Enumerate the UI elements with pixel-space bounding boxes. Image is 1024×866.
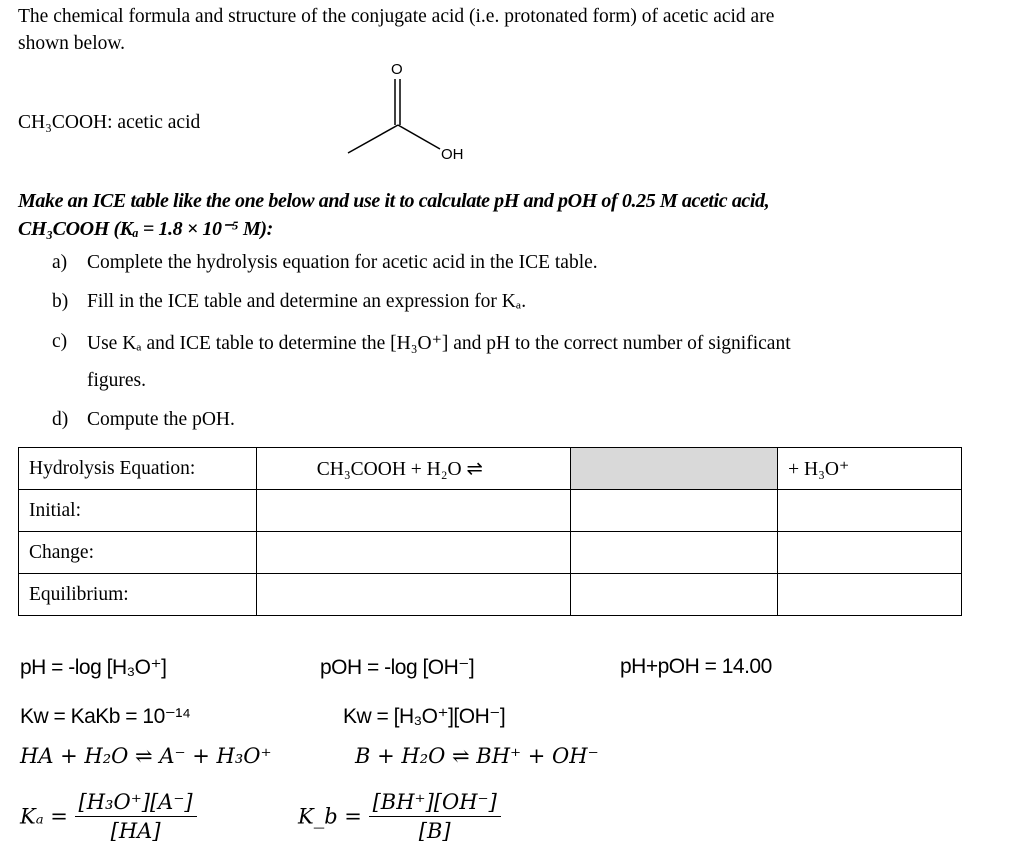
equation-product-h3o: + H₃O⁺ <box>778 448 962 490</box>
item-marker-b: b) <box>52 291 69 312</box>
row-label: Equilibrium: <box>19 574 257 616</box>
kw-ion-product: Kw = [H₃O⁺][OH⁻] <box>343 705 506 728</box>
table-cell[interactable] <box>778 574 962 616</box>
row-label: Initial: <box>19 490 257 532</box>
kb-lhs: K_b = <box>298 804 362 829</box>
intro-line-1: The chemical formula and structure of the conjugate acid (i.e. protonated form) of acetic acid are <box>18 6 775 27</box>
table-row-initial <box>19 490 962 532</box>
structure-oh: OH <box>441 146 464 163</box>
table-cell[interactable] <box>256 490 570 532</box>
kb-expression <box>298 790 501 843</box>
item-marker-a: a) <box>52 252 68 273</box>
table-row-change <box>19 532 962 574</box>
item-text-a: Complete the hydrolysis equation for acetic acid in the ICE table. <box>87 252 598 273</box>
ph-poh-sum: pH+pOH = 14.00 <box>620 655 772 678</box>
kw-ka-kb: Kw = KaKb = 10⁻¹⁴ <box>20 705 191 728</box>
acid-equilibrium: HA + H₂O ⇌ A⁻ + H₃O⁺ <box>20 744 272 768</box>
ice-table <box>18 447 962 616</box>
item-text-d: Compute the pOH. <box>87 409 235 430</box>
item-text-c-cont: figures. <box>87 370 147 391</box>
acetic-acid-structure <box>340 55 480 167</box>
row-label: Hydrolysis Equation: <box>19 448 257 490</box>
formula-label: CH₃COOH: acetic acid <box>18 112 201 133</box>
table-cell[interactable] <box>256 532 570 574</box>
ka-expression <box>20 790 197 843</box>
ka-lhs: Kₐ = <box>20 804 68 829</box>
ka-numerator: [H₃O⁺][A⁻] <box>75 790 197 817</box>
table-cell[interactable] <box>570 574 778 616</box>
structure-o: O <box>391 61 403 78</box>
kb-denominator: [B] <box>418 819 451 843</box>
kb-numerator: [BH⁺][OH⁻] <box>369 790 501 817</box>
base-equilibrium: B + H₂O ⇌ BH⁺ + OH⁻ <box>355 744 599 768</box>
table-cell[interactable] <box>256 574 570 616</box>
task-line-2: CH₃COOH (Kₐ = 1.8 × 10⁻⁵ M): <box>18 218 273 240</box>
item-marker-c: c) <box>52 331 68 352</box>
row-label: Change: <box>19 532 257 574</box>
equation-blank-product-cell[interactable] <box>570 448 778 490</box>
table-row-equation <box>19 448 962 490</box>
item-marker-d: d) <box>52 409 69 430</box>
equation-reactants: CH₃COOH + H₂O ⇌ <box>256 448 570 490</box>
table-cell[interactable] <box>778 532 962 574</box>
table-cell[interactable] <box>778 490 962 532</box>
table-cell[interactable] <box>570 490 778 532</box>
ka-denominator: [HA] <box>110 819 161 843</box>
task-line-1: Make an ICE table like the one below and use it to calculate pH and pOH of 0.25 M acetic acid, <box>18 190 770 212</box>
ph-formula: pH = -log [H₃O⁺] <box>20 656 167 679</box>
item-text-b: Fill in the ICE table and determine an expression for Kₐ. <box>87 291 527 312</box>
table-row-equilibrium <box>19 574 962 616</box>
item-text-c: Use Kₐ and ICE table to determine the [H₃O⁺] and pH to the correct number of significant <box>87 333 791 354</box>
intro-line-2: shown below. <box>18 33 126 54</box>
table-cell[interactable] <box>570 532 778 574</box>
poh-formula: pOH = -log [OH⁻] <box>320 656 475 679</box>
